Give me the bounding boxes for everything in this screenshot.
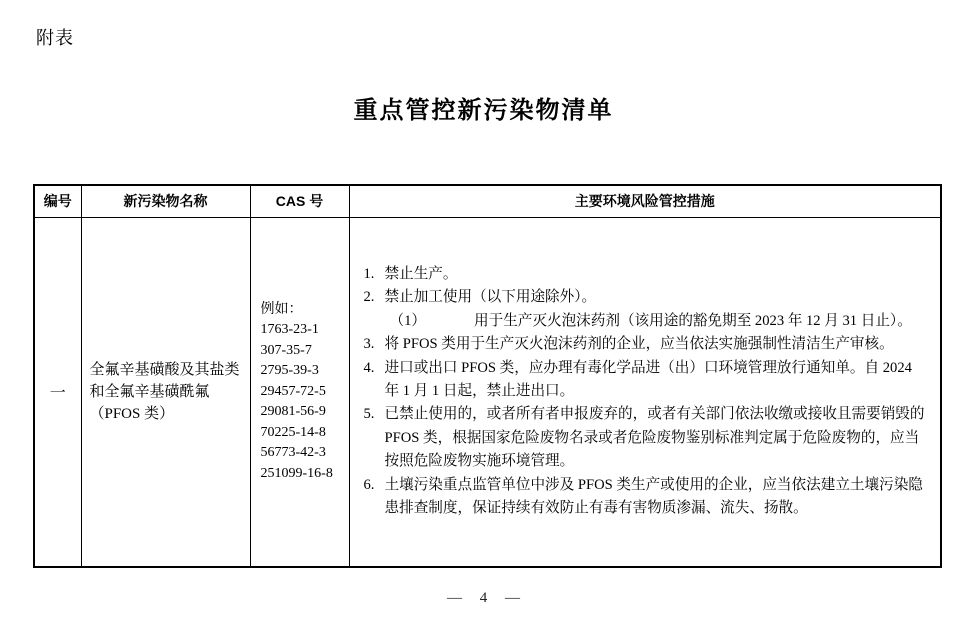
measure-text: 将 PFOS 类用于生产灭火泡沫药剂的企业，应当依法实施强制性清洁生产审核。 — [384, 336, 894, 353]
measure-number: 4. — [363, 359, 375, 376]
cas-number: 29081-56-9 — [260, 404, 326, 419]
col-header-pollutant-name: 新污染物名称 — [81, 185, 250, 217]
measure-item — [362, 357, 929, 404]
cas-number: 70225-14-8 — [260, 424, 326, 440]
cas-number: 2795-39-3 — [260, 363, 319, 378]
cas-number: 29457-72-5 — [260, 383, 326, 399]
measure-sub-item — [362, 310, 929, 333]
cas-number: 56773-42-3 — [260, 445, 326, 460]
col-header-cas-number: CAS 号 — [250, 185, 349, 217]
cas-number: 1763-23-1 — [260, 322, 319, 337]
col-header-measures: 主要环境风险管控措施 — [349, 185, 941, 217]
cell-measures — [349, 217, 941, 567]
measure-number: 2. — [363, 289, 375, 306]
page-title: 重点管控新污染物清单 — [353, 98, 614, 124]
measure-item — [362, 474, 929, 521]
pollutant-name-line: 全氟辛基磺酸及其盐类 — [89, 361, 240, 378]
cas-example-label: 例如： — [260, 301, 303, 317]
measure-number: 1. — [363, 266, 375, 283]
measure-text: 禁止生产。 — [384, 266, 458, 283]
table-row — [34, 217, 941, 567]
cas-number: 307-35-7 — [260, 342, 312, 358]
pollutant-name-line: 和全氟辛基磺酰氟 — [89, 383, 210, 400]
cas-number: 251099-16-8 — [260, 465, 333, 481]
measure-text: 禁止加工使用（以下用途除外）。 — [384, 289, 597, 306]
measure-sub-number: （1） — [389, 312, 426, 329]
measure-text: 已禁止使用的，或者所有者申报废弃的，或者有关部门依法收缴或接收且需要销毁的 PFOS 类，根据国家危险废物名录或者危险废物鉴别标准判定属于危险废物的，应当按照危险废物实施环境管理。 — [384, 406, 925, 470]
measure-number: 6. — [363, 476, 375, 493]
measure-item — [362, 403, 929, 473]
annotation-label: 附表 — [36, 28, 74, 48]
measure-item — [362, 286, 929, 309]
cell-cas-numbers — [250, 217, 349, 567]
page-number: — 4 — — [447, 590, 520, 606]
measure-sub-text: 用于生产灭火泡沫药剂（该用途的豁免期至 2023 年 12 月 31 日止）。 — [474, 312, 912, 329]
measure-text: 土壤污染重点监管单位中涉及 PFOS 类生产或使用的企业，应当依法建立土壤污染隐患排查制度，保证持续有效防止有毒有害物质渗漏、流失、扬散。 — [384, 476, 923, 517]
cell-row-index: 一 — [34, 217, 81, 567]
measure-item — [362, 333, 929, 356]
pollutant-name-line: （PFOS 类） — [89, 405, 175, 422]
measure-number: 5. — [363, 406, 375, 423]
col-header-index: 编号 — [34, 185, 81, 217]
pollutants-table — [33, 184, 942, 568]
cell-pollutant-name — [81, 217, 250, 567]
measure-text: 进口或出口 PFOS 类，应办理有毒化学品进（出）口环境管理放行通知单。自 2024 年 1 月 1 日起，禁止进出口。 — [384, 359, 912, 400]
measure-item — [362, 263, 929, 286]
measure-number: 3. — [363, 336, 375, 353]
table-header-row — [34, 185, 941, 217]
